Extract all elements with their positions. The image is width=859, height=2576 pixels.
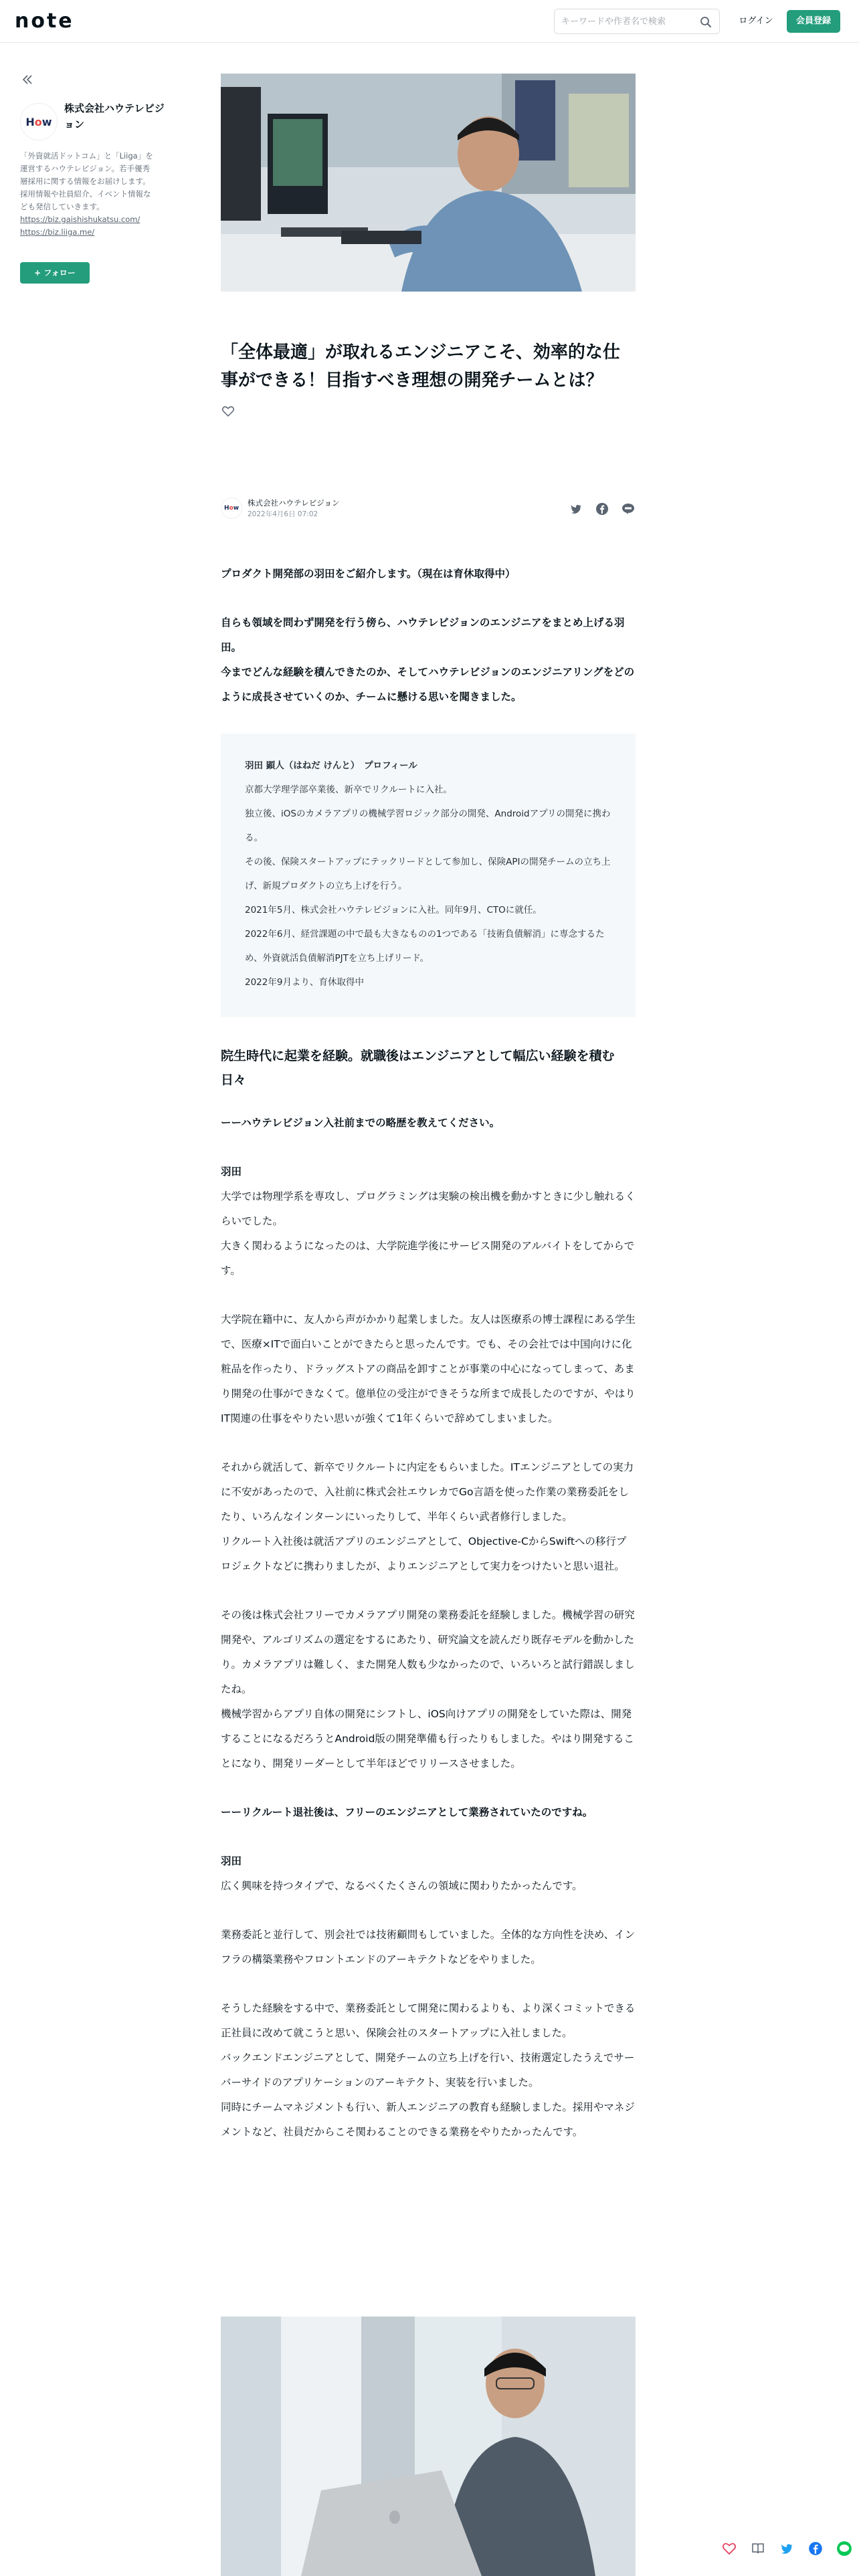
magazine-add-icon[interactable] [750, 2541, 766, 2557]
answer-paragraph: 業務委託と並行して、別会社では技術顧問もしていました。全体的な方向性を決め、インフラの構築業務やフロントエンドのアーキテクトなどをやりました。 [221, 1929, 636, 1965]
creator-name[interactable]: 株式会社ハウテレビジョン [64, 102, 165, 130]
creator-link-liiga[interactable]: https://biz.liiga.me/ [20, 227, 95, 237]
facebook-share-icon[interactable] [595, 502, 609, 516]
profile-title: 羽田 顕人（はねだ けんと） プロフィール [245, 760, 417, 771]
share-icons [569, 502, 636, 516]
like-heart-icon[interactable] [221, 404, 235, 419]
answer-paragraph: それから就活して、新卒でリクルートに内定をもらいました。ITエンジニアとしての実力に不安があったので、入社前に株式会社エウレカでGo言語を使った作業の業務委託をしたり、いろんなインターンにいったりして、半年くらい武者修行しました。 リクルート入社後は就活アプリのエンジニアとして、Objective-CからSwiftへの移行プロジェクトなどに携わりましたが、よりエンジニアとして実力をつけたいと思い退社。 [221, 1461, 634, 1572]
floating-action-bar [721, 2539, 852, 2559]
answer-paragraph: 大学では物理学系を専攻し、プログラミングは実験の検出機を動かすときに少し触れるくらいでした。 大きく関わるようになったのは、大学院進学後にサービス開発のアルバイトをしてからです。 [221, 1190, 636, 1277]
article-title: 「全体最適」が取れるエンジニアこそ、効率的な仕事ができる！目指すべき理想の開発チームとは？ [221, 342, 620, 391]
hero-photo-illustration [221, 74, 636, 292]
profile-line: その後、保険スタートアップにテックリードとして参加し、保険APIの開発チームの立ち上げ、新規プロダクトの立ち上げを行う。 [245, 857, 611, 891]
like-heart-icon[interactable] [721, 2541, 737, 2557]
interview-question: ーーハウテレビジョン入社前までの略歴を教えてください。 [221, 1117, 500, 1129]
line-share-icon[interactable] [621, 502, 636, 516]
author-avatar[interactable]: How [221, 498, 242, 519]
section-heading: 院生時代に起業を経験。就職後はエンジニアとして幅広い経験を積む日々 [221, 1049, 615, 1087]
speaker-name: 羽田 [221, 1166, 242, 1178]
note-logo[interactable]: note [15, 9, 74, 33]
facebook-share-icon[interactable] [807, 2541, 824, 2557]
profile-line: 2022年6月、経営課題の中で最も大きなものの1つである「技術負債解消」に専念するため、外資就活負債解消PJTを立ち上げリード。 [245, 929, 605, 964]
article-body [221, 562, 636, 2169]
publish-date: 2022年4月6日 07:02 [248, 510, 318, 518]
profile-line: 独立後、iOSのカメラアプリの機械学習ロジック部分の開発、Androidアプリの開発に携わる。 [245, 809, 611, 843]
profile-box [221, 734, 636, 1017]
signup-button[interactable]: 会員登録 [787, 10, 840, 33]
article-intro: プロダクト開発部の羽田をご紹介します。（現在は育休取得中） [221, 568, 516, 580]
answer-paragraph: 広く興味を持つタイプで、なるべくたくさんの領域に関わりたかったんです。 [221, 1880, 583, 1892]
twitter-share-icon[interactable] [779, 2541, 795, 2557]
article-meta [221, 498, 636, 524]
answer-paragraph: 大学院在籍中に、友人から声がかかり起業しました。友人は医療系の博士課程にある学生で、医療×ITで面白いことができたらと思ったんです。でも、その会社では中国向けに化粧品を作ったり、ドラッグストアの商品を卸すことが事業の中心になってしまって、あまり開発の仕事ができなくて。億単位の受注ができそうな所まで成長したのですが、やはりIT関連の仕事をやりたい思いが強くて1年くらいで辞めてしまいました。 [221, 1313, 636, 1424]
profile-line: 京都大学理学部卒業後、新卒でリクルートに入社。 [245, 784, 452, 795]
article-photo [221, 2317, 636, 2576]
search-icon[interactable] [699, 15, 712, 29]
line-share-icon[interactable] [836, 2541, 852, 2557]
creator-bio [20, 150, 154, 239]
hero-image [221, 74, 636, 292]
profile-line: 2022年9月より、育休取得中 [245, 977, 364, 988]
creator-avatar[interactable]: How [20, 103, 58, 140]
article-photo-illustration [221, 2317, 636, 2576]
answer-paragraph: その後は株式会社フリーでカメラアプリ開発の業務委託を経験しました。機械学習の研究開発や、アルゴリズムの選定をするにあたり、研究論文を読んだり既存モデルを動かしたり。カメラアプリは難しく、また開発人数も少なかったので、いろいろと試行錯誤しましたね。 機械学習からアプリ自体の開発にシフトし、iOS向けアプリの開発をしていた際は、開発することになるだろうとAndroid版の開発準備も行ったりもしました。やはり開発することになり、開発リーダーとして半年ほどでリリースさせました。 [221, 1609, 635, 1769]
author-name[interactable]: 株式会社ハウテレビジョン [248, 498, 340, 508]
top-header [0, 0, 859, 43]
collapse-sidebar-icon[interactable] [20, 72, 35, 87]
search-input[interactable] [561, 13, 695, 29]
answer-paragraph: そうした経験をする中で、業務委託として開発に関わるよりも、より深くコミットできる正社員に改めて就こうと思い、保険会社のスタートアップに入社しました。 バックエンドエンジニアとして、開発チームの立ち上げを行い、技術選定したうえでサーバーサイドのアプリケーションのアーキテクト、実装を行いました。 同時にチームマネジメントも行い、新人エンジニアの教育も経験しました。採用やマネジメントなど、社員だからこそ関わることのできる業務をやりたかったんです。 [221, 2002, 636, 2138]
speaker-name: 羽田 [221, 1855, 242, 1867]
search-box[interactable] [554, 9, 720, 34]
profile-line: 2021年5月、株式会社ハウテレビジョンに入社。同年9月、CTOに就任。 [245, 905, 542, 916]
creator-link-gaishishukatsu[interactable]: https://biz.gaishishukatsu.com/ [20, 215, 140, 224]
creator-bio-text: 「外資就活ドットコム」と「Liiga」を運営するハウテレビジョン。若手優秀層採用に関する情報をお届けします。採用情報や社員紹介、イベント情報なども発信していきます。 [20, 151, 153, 211]
login-button[interactable]: ログイン [739, 16, 773, 26]
article-lead: 自らも領域を問わず開発を行う傍ら、ハウテレビジョンのエンジニアをまとめ上げる羽田。 今までどんな経験を積んできたのか、そしてハウテレビジョンのエンジニアリングをどのように成長させていくのか、チームに懸ける思いを聞きました。 [221, 617, 635, 703]
follow-button[interactable]: + フォロー [20, 262, 90, 284]
twitter-share-icon[interactable] [569, 502, 583, 516]
interview-question: ーーリクルート退社後は、フリーのエンジニアとして業務されていたのですね。 [221, 1806, 593, 1818]
